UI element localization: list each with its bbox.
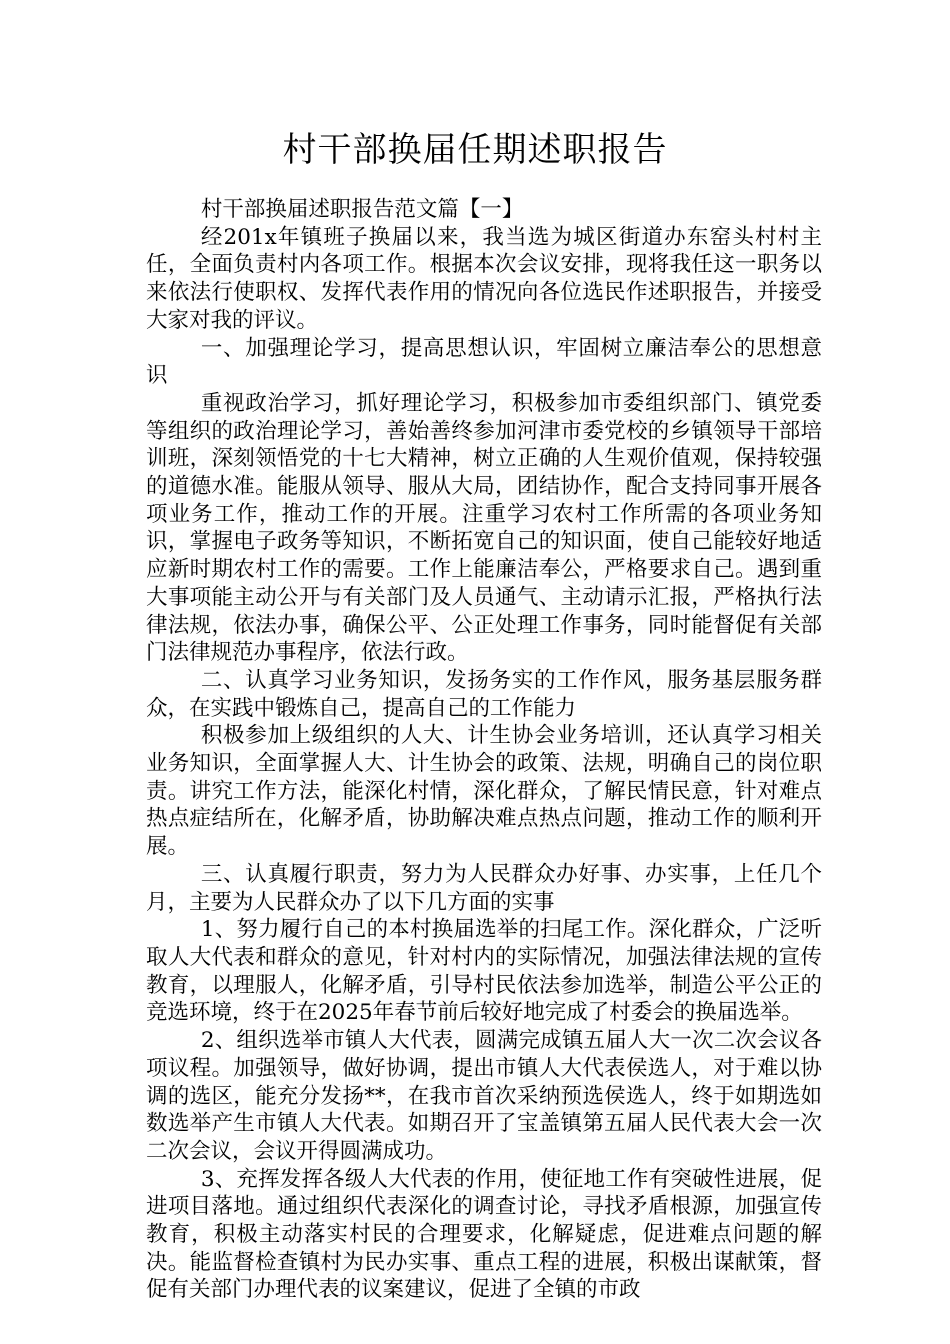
list-item: 1、努力履行自己的本村换届选举的扫尾工作。深化群众，广泛听取人大代表和群众的意见，针对村内的实际情况，加强法律法规的宣传教育，以理服人，化解矛盾，引导村民依法参加选举，制造公平公正的竞选环境，终于在2025年春节前后较好地完成了村委会的换届选举。 bbox=[146, 917, 822, 1026]
document-body bbox=[146, 196, 822, 1304]
heading-two: 二、认真学习业务知识，发扬务实的工作作风，服务基层服务群众，在实践中锻炼自己，提高自己的工作能力 bbox=[146, 667, 822, 721]
paragraph: 重视政治学习，抓好理论学习，积极参加市委组织部门、镇党委等组织的政治理论学习，善始善终参加河津市委党校的乡镇领导干部培训班，深刻领悟党的十七大精神，树立正确的人生观价值观，保持较强的道德水准。能服从领导、服从大局，团结协作，配合支持同事开展各项业务工作，推动工作的开展。注重学习农村工作所需的各项业务知识，掌握电子政务等知识，不断拓宽自己的知识面，使自己能较好地适应新时期农村工作的需要。工作上能廉洁奉公，严格要求自己。遇到重大事项能主动公开与有关部门及人员通气、主动请示汇报，严格执行法律法规，依法办事，确保公平、公正处理工作事务，同时能督促有关部门法律规范办事程序，依法行政。 bbox=[146, 390, 822, 666]
document-title: 村干部换届任期述职报告 bbox=[282, 130, 668, 170]
heading-three: 三、认真履行职责，努力为人民群众办好事、办实事，上任几个月，主要为人民群众办了以下几方面的实事 bbox=[146, 861, 822, 915]
list-item: 2、组织选举市镇人大代表，圆满完成镇五届人大一次二次会议各项议程。加强领导，做好协调，提出市镇人大代表侯选人，对于难以协调的选区，能充分发扬**，在我市首次采纳预选侯选人，终于如期选如数选举产生市镇人大代表。如期召开了宝盖镇第五届人民代表大会一次二次会议，会议开得圆满成功。 bbox=[146, 1028, 822, 1164]
paragraph-intro: 经201x年镇班子换届以来，我当选为城区街道办东窑头村村主任，全面负责村内各项工作。根据本次会议安排，现将我任这一职务以来依法行使职权、发挥代表作用的情况向各位选民作述职报告，并接受大家对我的评议。 bbox=[146, 224, 822, 333]
paragraph: 积极参加上级组织的人大、计生协会业务培训，还认真学习相关业务知识，全面掌握人大、计生协会的政策、法规，明确自己的岗位职责。讲究工作方法，能深化村情，深化群众，了解民情民意，针对难点热点症结所在，化解矛盾，协助解决难点热点问题，推动工作的顺利开展。 bbox=[146, 723, 822, 860]
heading-one: 一、加强理论学习，提高思想认识，牢固树立廉洁奉公的思想意识 bbox=[146, 335, 822, 389]
section-heading: 村干部换届述职报告范文篇【一】 bbox=[200, 197, 524, 222]
list-item: 3、充挥发挥各级人大代表的作用，使征地工作有突破性进展，促进项目落地。通过组织代表深化的调查讨论，寻找矛盾根源，加强宣传教育，积极主动落实村民的合理要求，化解疑虑，促进难点问题的解决。能监督检查镇村为民办实事、重点工程的进展，积极出谋献策，督促有关部门办理代表的议案建议，促进了全镇的市政 bbox=[146, 1166, 822, 1303]
